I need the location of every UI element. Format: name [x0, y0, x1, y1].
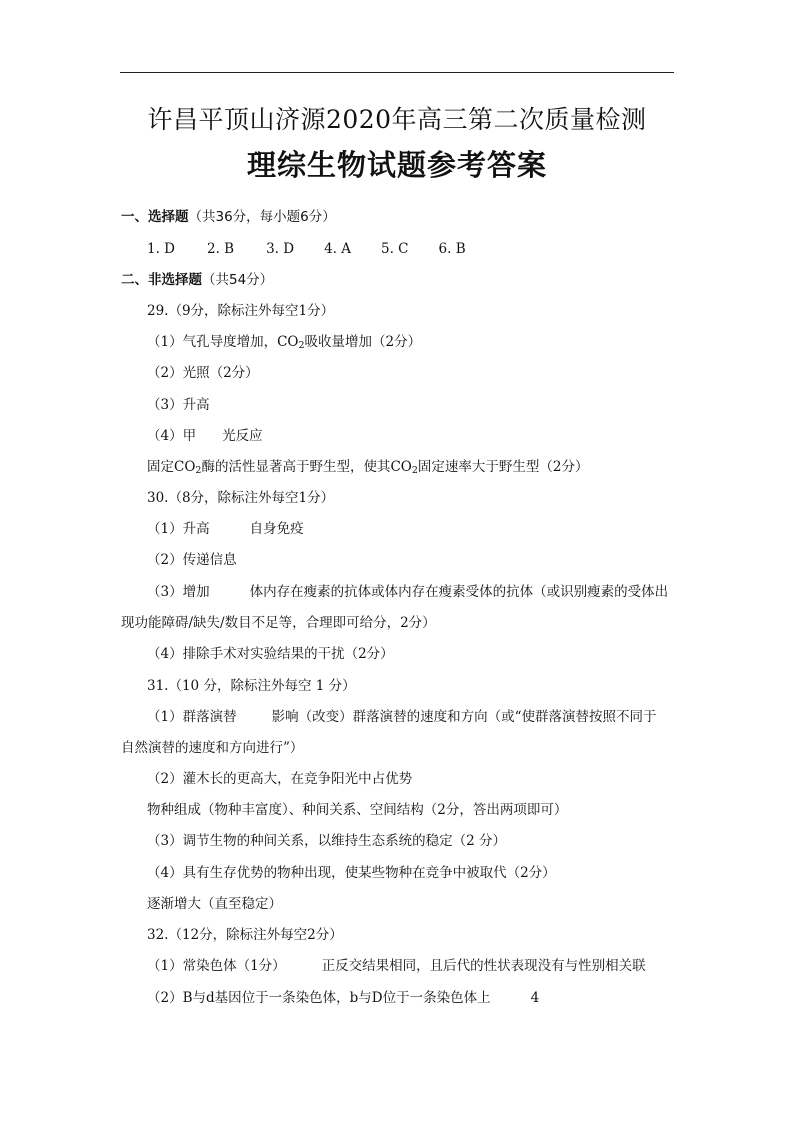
q29-a4-part-b: 光反应: [222, 428, 263, 444]
q31-answer-4-line2: 逐渐增大（直至稳定）: [147, 896, 282, 912]
q29-a4-part-a: （4）甲: [147, 428, 197, 444]
mc-answer-2: 2. B: [207, 241, 235, 257]
q31-answer-2-line2: 物种组成（物种丰富度）、种间关系、空间结构（2分，答出两项即可）: [147, 802, 568, 818]
q31-answer-1-cont: 自然演替的速度和方向进行”）: [121, 740, 304, 756]
q29-header: 29.（9分，除标注外每空1分）: [147, 303, 335, 319]
q30-a3-part-a: （3）增加: [147, 584, 210, 600]
q32-header: 32.（12分，除标注外每空2分）: [147, 927, 343, 943]
q29-a4-line2-text-3: 固定速率大于野生型（2分）: [417, 459, 589, 475]
q30-header: 30.（8分，除标注外每空1分）: [147, 490, 335, 506]
mc-answer-1: 1. D: [147, 241, 175, 257]
mc-answers: [147, 240, 466, 258]
q29-a4-line2-text-1: 固定CO: [147, 459, 196, 475]
q32-a1-part-a: （1）常染色体（1分）: [147, 958, 286, 974]
q29-answer-1: [147, 333, 421, 351]
q29-a1-text: （1）气孔导度增加，CO: [147, 334, 299, 350]
mc-answer-5: 5. C: [381, 241, 409, 257]
q32-a1-part-b: 正反交结果相同，且后代的性状表现没有与性别相关联: [321, 958, 646, 974]
mc-answer-4: 4. A: [324, 241, 352, 257]
q30-a1-part-a: （1）升高: [147, 521, 210, 537]
q29-answer-4: [147, 427, 263, 445]
q30-answer-2: （2）传递信息: [147, 552, 237, 568]
q30-answer-1: [147, 520, 304, 538]
q32-answer-2: [147, 989, 539, 1007]
q30-answer-3: [147, 583, 668, 601]
q30-answer-4: （4）排除手术对实验结果的干扰（2分）: [147, 646, 394, 662]
q29-a4-line2-text-2: 酶的活性显著高于野生型，使其CO: [201, 459, 412, 475]
q31-a1-part-b: 影响（改变）群落演替的速度和方向（或“使群落演替按照不同于: [271, 709, 657, 725]
q31-answer-3: （3）调节生物的种间关系，以维持生态系统的稳定（2 分）: [147, 833, 506, 849]
q31-answer-2: （2）灌木长的更高大，在竞争阳光中占优势: [147, 771, 413, 787]
q30-answer-3-cont: 现功能障碍/缺失/数目不足等，合理即可给分，2分）: [121, 615, 436, 631]
q32-answer-1: [147, 957, 646, 975]
q30-a3-part-b: 体内存在瘦素的抗体或体内存在瘦素受体的抗体（或识别瘦素的受体出: [249, 584, 669, 600]
q31-header: 31.（10 分，除标注外每空 1 分）: [147, 678, 356, 694]
q32-a2-part-a: （2）B与d基因位于一条染色体，b与D位于一条染色体上: [147, 990, 491, 1006]
q29-answer-4-line2: [147, 458, 589, 476]
mc-answer-6: 6. B: [438, 241, 466, 257]
section2-heading: [121, 271, 273, 289]
section1-label: 一、选择题: [121, 209, 189, 225]
q29-a4-line2-sub-2: 2: [411, 465, 418, 476]
q31-a1-part-a: （1）群落演替: [147, 709, 237, 725]
top-rule: [120, 72, 674, 73]
q31-answer-1: [147, 708, 657, 726]
section1-heading: [121, 208, 336, 226]
q29-answer-3: （3）升高: [147, 397, 210, 413]
mc-answer-3: 3. D: [266, 241, 295, 257]
q29-a4-line2-sub-1: 2: [195, 465, 202, 476]
section2-label: 二、非选择题: [121, 272, 202, 288]
q29-answer-2: （2）光照（2分）: [147, 365, 259, 381]
exam-title: 许昌平顶山济源2020年高三第二次质量检测: [147, 105, 647, 134]
q32-a2-part-b: 4: [530, 990, 540, 1006]
q29-a1-text-2: 吸收量增加（2分）: [304, 334, 422, 350]
q30-a1-part-b: 自身免疫: [249, 521, 304, 537]
section1-note: （共36分，每小题6分）: [188, 209, 336, 225]
q31-answer-4: （4）具有生存优势的物种出现，使某些物种在竞争中被取代（2分）: [147, 865, 556, 881]
q29-a1-sub: 2: [298, 340, 305, 351]
answer-key-title: 理综生物试题参考答案: [246, 148, 547, 182]
section2-note: （共54分）: [202, 272, 274, 288]
